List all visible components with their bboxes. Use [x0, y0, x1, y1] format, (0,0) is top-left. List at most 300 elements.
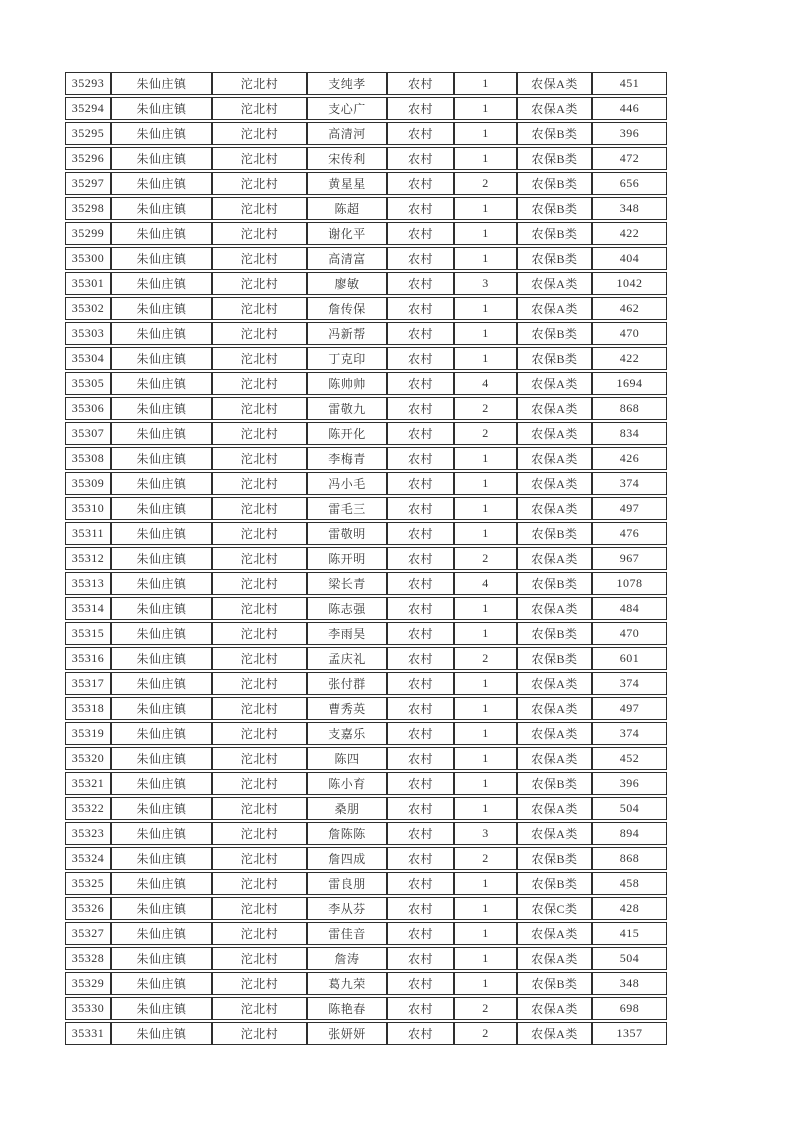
- serial-number-cell: 35311: [65, 522, 111, 545]
- person-count-cell: 2: [454, 847, 517, 870]
- village-cell: 沱北村: [212, 1022, 307, 1045]
- village-cell: 沱北村: [212, 322, 307, 345]
- name-cell: 张付群: [307, 672, 387, 695]
- person-count-cell: 1: [454, 72, 517, 95]
- table-row: [65, 872, 667, 895]
- amount-cell: 462: [592, 297, 667, 320]
- insurance-category-cell: 农保B类: [517, 522, 592, 545]
- name-cell: 李雨昊: [307, 622, 387, 645]
- amount-cell: 497: [592, 697, 667, 720]
- town-cell: 朱仙庄镇: [111, 872, 212, 895]
- household-type-cell: 农村: [387, 922, 454, 945]
- village-cell: 沱北村: [212, 547, 307, 570]
- person-count-cell: 2: [454, 422, 517, 445]
- amount-cell: 422: [592, 347, 667, 370]
- serial-number-cell: 35306: [65, 397, 111, 420]
- person-count-cell: 1: [454, 922, 517, 945]
- amount-cell: 348: [592, 972, 667, 995]
- name-cell: 陈四: [307, 747, 387, 770]
- table-row: [65, 622, 667, 645]
- town-cell: 朱仙庄镇: [111, 647, 212, 670]
- table-row: [65, 897, 667, 920]
- insurance-category-cell: 农保A类: [517, 997, 592, 1020]
- insurance-category-cell: 农保A类: [517, 472, 592, 495]
- table-row: [65, 647, 667, 670]
- name-cell: 孟庆礼: [307, 647, 387, 670]
- serial-number-cell: 35323: [65, 822, 111, 845]
- household-type-cell: 农村: [387, 497, 454, 520]
- table-row: [65, 697, 667, 720]
- amount-cell: 601: [592, 647, 667, 670]
- name-cell: 谢化平: [307, 222, 387, 245]
- name-cell: 曹秀英: [307, 697, 387, 720]
- serial-number-cell: 35299: [65, 222, 111, 245]
- person-count-cell: 1: [454, 947, 517, 970]
- name-cell: 詹陈陈: [307, 822, 387, 845]
- town-cell: 朱仙庄镇: [111, 497, 212, 520]
- village-cell: 沱北村: [212, 147, 307, 170]
- town-cell: 朱仙庄镇: [111, 297, 212, 320]
- household-type-cell: 农村: [387, 847, 454, 870]
- table-row: [65, 572, 667, 595]
- amount-cell: 967: [592, 547, 667, 570]
- name-cell: 詹传保: [307, 297, 387, 320]
- household-type-cell: 农村: [387, 747, 454, 770]
- insurance-category-cell: 农保B类: [517, 347, 592, 370]
- table-row: [65, 97, 667, 120]
- person-count-cell: 1: [454, 972, 517, 995]
- town-cell: 朱仙庄镇: [111, 947, 212, 970]
- name-cell: 宋传利: [307, 147, 387, 170]
- person-count-cell: 1: [454, 797, 517, 820]
- town-cell: 朱仙庄镇: [111, 222, 212, 245]
- name-cell: 詹涛: [307, 947, 387, 970]
- person-count-cell: 1: [454, 297, 517, 320]
- town-cell: 朱仙庄镇: [111, 372, 212, 395]
- name-cell: 陈志强: [307, 597, 387, 620]
- person-count-cell: 1: [454, 197, 517, 220]
- name-cell: 支嘉乐: [307, 722, 387, 745]
- name-cell: 冯小毛: [307, 472, 387, 495]
- town-cell: 朱仙庄镇: [111, 72, 212, 95]
- table-row: [65, 947, 667, 970]
- amount-cell: 458: [592, 872, 667, 895]
- serial-number-cell: 35319: [65, 722, 111, 745]
- village-cell: 沱北村: [212, 822, 307, 845]
- insurance-category-cell: 农保A类: [517, 922, 592, 945]
- person-count-cell: 1: [454, 222, 517, 245]
- person-count-cell: 2: [454, 547, 517, 570]
- serial-number-cell: 35304: [65, 347, 111, 370]
- serial-number-cell: 35326: [65, 897, 111, 920]
- serial-number-cell: 35297: [65, 172, 111, 195]
- household-type-cell: 农村: [387, 897, 454, 920]
- table-row: [65, 297, 667, 320]
- household-type-cell: 农村: [387, 772, 454, 795]
- name-cell: 高清河: [307, 122, 387, 145]
- household-type-cell: 农村: [387, 572, 454, 595]
- insurance-category-cell: 农保B类: [517, 122, 592, 145]
- person-count-cell: 2: [454, 397, 517, 420]
- household-type-cell: 农村: [387, 297, 454, 320]
- table-row: [65, 397, 667, 420]
- table-row: [65, 372, 667, 395]
- village-cell: 沱北村: [212, 847, 307, 870]
- person-count-cell: 4: [454, 572, 517, 595]
- amount-cell: 470: [592, 322, 667, 345]
- person-count-cell: 1: [454, 147, 517, 170]
- village-cell: 沱北村: [212, 872, 307, 895]
- village-cell: 沱北村: [212, 572, 307, 595]
- amount-cell: 868: [592, 397, 667, 420]
- insurance-category-cell: 农保B类: [517, 247, 592, 270]
- household-type-cell: 农村: [387, 647, 454, 670]
- serial-number-cell: 35316: [65, 647, 111, 670]
- person-count-cell: 1: [454, 472, 517, 495]
- serial-number-cell: 35322: [65, 797, 111, 820]
- household-type-cell: 农村: [387, 97, 454, 120]
- insurance-category-cell: 农保A类: [517, 397, 592, 420]
- household-type-cell: 农村: [387, 247, 454, 270]
- insurance-category-cell: 农保A类: [517, 822, 592, 845]
- amount-cell: 428: [592, 897, 667, 920]
- name-cell: 张妍妍: [307, 1022, 387, 1045]
- table-row: [65, 747, 667, 770]
- household-type-cell: 农村: [387, 947, 454, 970]
- insurance-category-cell: 农保A类: [517, 597, 592, 620]
- insurance-category-cell: 农保B类: [517, 622, 592, 645]
- table-row: [65, 672, 667, 695]
- household-type-cell: 农村: [387, 272, 454, 295]
- name-cell: 李梅青: [307, 447, 387, 470]
- amount-cell: 484: [592, 597, 667, 620]
- table-row: [65, 247, 667, 270]
- name-cell: 陈小育: [307, 772, 387, 795]
- serial-number-cell: 35300: [65, 247, 111, 270]
- town-cell: 朱仙庄镇: [111, 572, 212, 595]
- village-cell: 沱北村: [212, 397, 307, 420]
- table-row: [65, 972, 667, 995]
- person-count-cell: 1: [454, 497, 517, 520]
- person-count-cell: 1: [454, 322, 517, 345]
- person-count-cell: 2: [454, 647, 517, 670]
- insurance-category-cell: 农保A类: [517, 272, 592, 295]
- village-cell: 沱北村: [212, 472, 307, 495]
- town-cell: 朱仙庄镇: [111, 972, 212, 995]
- household-type-cell: 农村: [387, 972, 454, 995]
- person-count-cell: 1: [454, 97, 517, 120]
- person-count-cell: 1: [454, 747, 517, 770]
- serial-number-cell: 35331: [65, 1022, 111, 1045]
- village-cell: 沱北村: [212, 747, 307, 770]
- name-cell: 葛九荣: [307, 972, 387, 995]
- town-cell: 朱仙庄镇: [111, 347, 212, 370]
- person-count-cell: 3: [454, 822, 517, 845]
- town-cell: 朱仙庄镇: [111, 847, 212, 870]
- town-cell: 朱仙庄镇: [111, 672, 212, 695]
- insurance-category-cell: 农保B类: [517, 197, 592, 220]
- insurance-category-cell: 农保A类: [517, 297, 592, 320]
- amount-cell: 504: [592, 797, 667, 820]
- village-cell: 沱北村: [212, 597, 307, 620]
- insurance-category-cell: 农保B类: [517, 572, 592, 595]
- village-cell: 沱北村: [212, 697, 307, 720]
- town-cell: 朱仙庄镇: [111, 897, 212, 920]
- person-count-cell: 1: [454, 597, 517, 620]
- amount-cell: 426: [592, 447, 667, 470]
- table-row: [65, 422, 667, 445]
- table-row: [65, 172, 667, 195]
- town-cell: 朱仙庄镇: [111, 122, 212, 145]
- household-type-cell: 农村: [387, 372, 454, 395]
- town-cell: 朱仙庄镇: [111, 272, 212, 295]
- amount-cell: 422: [592, 222, 667, 245]
- table-row: [65, 847, 667, 870]
- household-type-cell: 农村: [387, 447, 454, 470]
- amount-cell: 504: [592, 947, 667, 970]
- village-cell: 沱北村: [212, 372, 307, 395]
- table-row: [65, 197, 667, 220]
- person-count-cell: 1: [454, 247, 517, 270]
- town-cell: 朱仙庄镇: [111, 522, 212, 545]
- amount-cell: 472: [592, 147, 667, 170]
- village-cell: 沱北村: [212, 222, 307, 245]
- household-type-cell: 农村: [387, 147, 454, 170]
- serial-number-cell: 35305: [65, 372, 111, 395]
- household-type-cell: 农村: [387, 172, 454, 195]
- village-cell: 沱北村: [212, 772, 307, 795]
- town-cell: 朱仙庄镇: [111, 172, 212, 195]
- insurance-category-cell: 农保A类: [517, 72, 592, 95]
- insurance-category-cell: 农保C类: [517, 897, 592, 920]
- person-count-cell: 1: [454, 872, 517, 895]
- household-type-cell: 农村: [387, 822, 454, 845]
- village-cell: 沱北村: [212, 347, 307, 370]
- amount-cell: 470: [592, 622, 667, 645]
- household-type-cell: 农村: [387, 197, 454, 220]
- serial-number-cell: 35308: [65, 447, 111, 470]
- serial-number-cell: 35295: [65, 122, 111, 145]
- amount-cell: 1078: [592, 572, 667, 595]
- name-cell: 陈开明: [307, 547, 387, 570]
- serial-number-cell: 35318: [65, 697, 111, 720]
- insurance-category-cell: 农保A类: [517, 497, 592, 520]
- amount-cell: 868: [592, 847, 667, 870]
- amount-cell: 497: [592, 497, 667, 520]
- serial-number-cell: 35303: [65, 322, 111, 345]
- table-row: [65, 522, 667, 545]
- insurance-category-cell: 农保A类: [517, 697, 592, 720]
- insurance-category-cell: 农保B类: [517, 172, 592, 195]
- insurance-category-cell: 农保B类: [517, 647, 592, 670]
- town-cell: 朱仙庄镇: [111, 422, 212, 445]
- table-row: [65, 147, 667, 170]
- serial-number-cell: 35294: [65, 97, 111, 120]
- village-cell: 沱北村: [212, 497, 307, 520]
- village-cell: 沱北村: [212, 297, 307, 320]
- village-cell: 沱北村: [212, 522, 307, 545]
- household-type-cell: 农村: [387, 872, 454, 895]
- insurance-category-cell: 农保B类: [517, 772, 592, 795]
- table-row: [65, 597, 667, 620]
- village-cell: 沱北村: [212, 247, 307, 270]
- village-cell: 沱北村: [212, 172, 307, 195]
- person-count-cell: 2: [454, 172, 517, 195]
- person-count-cell: 1: [454, 622, 517, 645]
- amount-cell: 348: [592, 197, 667, 220]
- amount-cell: 396: [592, 122, 667, 145]
- town-cell: 朱仙庄镇: [111, 822, 212, 845]
- person-count-cell: 3: [454, 272, 517, 295]
- village-cell: 沱北村: [212, 947, 307, 970]
- table-row: [65, 997, 667, 1020]
- name-cell: 李从芬: [307, 897, 387, 920]
- insurance-category-cell: 农保A类: [517, 722, 592, 745]
- amount-cell: 894: [592, 822, 667, 845]
- town-cell: 朱仙庄镇: [111, 622, 212, 645]
- person-count-cell: 2: [454, 1022, 517, 1045]
- amount-cell: 451: [592, 72, 667, 95]
- serial-number-cell: 35313: [65, 572, 111, 595]
- household-type-cell: 农村: [387, 697, 454, 720]
- town-cell: 朱仙庄镇: [111, 772, 212, 795]
- town-cell: 朱仙庄镇: [111, 722, 212, 745]
- serial-number-cell: 35320: [65, 747, 111, 770]
- table-row: [65, 447, 667, 470]
- village-cell: 沱北村: [212, 422, 307, 445]
- table-row: [65, 772, 667, 795]
- table-row: [65, 797, 667, 820]
- table-row: [65, 472, 667, 495]
- serial-number-cell: 35296: [65, 147, 111, 170]
- amount-cell: 396: [592, 772, 667, 795]
- table-row: [65, 272, 667, 295]
- village-cell: 沱北村: [212, 997, 307, 1020]
- household-type-cell: 农村: [387, 472, 454, 495]
- name-cell: 支心广: [307, 97, 387, 120]
- household-type-cell: 农村: [387, 722, 454, 745]
- insurance-category-cell: 农保A类: [517, 797, 592, 820]
- name-cell: 雷敬明: [307, 522, 387, 545]
- name-cell: 梁长青: [307, 572, 387, 595]
- serial-number-cell: 35324: [65, 847, 111, 870]
- town-cell: 朱仙庄镇: [111, 922, 212, 945]
- name-cell: 陈艳春: [307, 997, 387, 1020]
- serial-number-cell: 35309: [65, 472, 111, 495]
- household-type-cell: 农村: [387, 322, 454, 345]
- household-type-cell: 农村: [387, 672, 454, 695]
- household-type-cell: 农村: [387, 797, 454, 820]
- amount-cell: 374: [592, 472, 667, 495]
- household-type-cell: 农村: [387, 222, 454, 245]
- amount-cell: 476: [592, 522, 667, 545]
- table-row: [65, 1022, 667, 1045]
- insurance-category-cell: 农保B类: [517, 872, 592, 895]
- insurance-category-cell: 农保A类: [517, 747, 592, 770]
- town-cell: 朱仙庄镇: [111, 472, 212, 495]
- serial-number-cell: 35314: [65, 597, 111, 620]
- village-cell: 沱北村: [212, 122, 307, 145]
- insurance-category-cell: 农保B类: [517, 972, 592, 995]
- amount-cell: 698: [592, 997, 667, 1020]
- person-count-cell: 2: [454, 997, 517, 1020]
- household-type-cell: 农村: [387, 547, 454, 570]
- household-type-cell: 农村: [387, 397, 454, 420]
- table-row: [65, 922, 667, 945]
- name-cell: 高清富: [307, 247, 387, 270]
- amount-cell: 834: [592, 422, 667, 445]
- table-row: [65, 222, 667, 245]
- town-cell: 朱仙庄镇: [111, 697, 212, 720]
- name-cell: 雷佳音: [307, 922, 387, 945]
- person-count-cell: 1: [454, 122, 517, 145]
- serial-number-cell: 35327: [65, 922, 111, 945]
- village-cell: 沱北村: [212, 647, 307, 670]
- household-type-cell: 农村: [387, 1022, 454, 1045]
- town-cell: 朱仙庄镇: [111, 197, 212, 220]
- household-type-cell: 农村: [387, 72, 454, 95]
- village-cell: 沱北村: [212, 672, 307, 695]
- village-cell: 沱北村: [212, 272, 307, 295]
- person-count-cell: 1: [454, 347, 517, 370]
- village-cell: 沱北村: [212, 897, 307, 920]
- insurance-category-cell: 农保A类: [517, 422, 592, 445]
- person-count-cell: 1: [454, 722, 517, 745]
- table-row: [65, 347, 667, 370]
- town-cell: 朱仙庄镇: [111, 147, 212, 170]
- town-cell: 朱仙庄镇: [111, 97, 212, 120]
- name-cell: 雷敬九: [307, 397, 387, 420]
- records-table-body: [65, 72, 667, 1045]
- serial-number-cell: 35293: [65, 72, 111, 95]
- name-cell: 詹四成: [307, 847, 387, 870]
- serial-number-cell: 35312: [65, 547, 111, 570]
- serial-number-cell: 35315: [65, 622, 111, 645]
- insurance-category-cell: 农保B类: [517, 222, 592, 245]
- insurance-category-cell: 农保A类: [517, 1022, 592, 1045]
- person-count-cell: 4: [454, 372, 517, 395]
- name-cell: 陈超: [307, 197, 387, 220]
- name-cell: 雷毛三: [307, 497, 387, 520]
- serial-number-cell: 35329: [65, 972, 111, 995]
- person-count-cell: 1: [454, 672, 517, 695]
- amount-cell: 1357: [592, 1022, 667, 1045]
- amount-cell: 404: [592, 247, 667, 270]
- serial-number-cell: 35325: [65, 872, 111, 895]
- town-cell: 朱仙庄镇: [111, 1022, 212, 1045]
- household-type-cell: 农村: [387, 422, 454, 445]
- village-cell: 沱北村: [212, 797, 307, 820]
- household-type-cell: 农村: [387, 597, 454, 620]
- table-row: [65, 722, 667, 745]
- village-cell: 沱北村: [212, 72, 307, 95]
- table-row: [65, 72, 667, 95]
- town-cell: 朱仙庄镇: [111, 322, 212, 345]
- town-cell: 朱仙庄镇: [111, 447, 212, 470]
- person-count-cell: 1: [454, 897, 517, 920]
- serial-number-cell: 35301: [65, 272, 111, 295]
- village-cell: 沱北村: [212, 972, 307, 995]
- person-count-cell: 1: [454, 447, 517, 470]
- town-cell: 朱仙庄镇: [111, 247, 212, 270]
- amount-cell: 446: [592, 97, 667, 120]
- table-row: [65, 547, 667, 570]
- household-type-cell: 农村: [387, 622, 454, 645]
- table-row: [65, 497, 667, 520]
- household-type-cell: 农村: [387, 522, 454, 545]
- amount-cell: 1694: [592, 372, 667, 395]
- serial-number-cell: 35328: [65, 947, 111, 970]
